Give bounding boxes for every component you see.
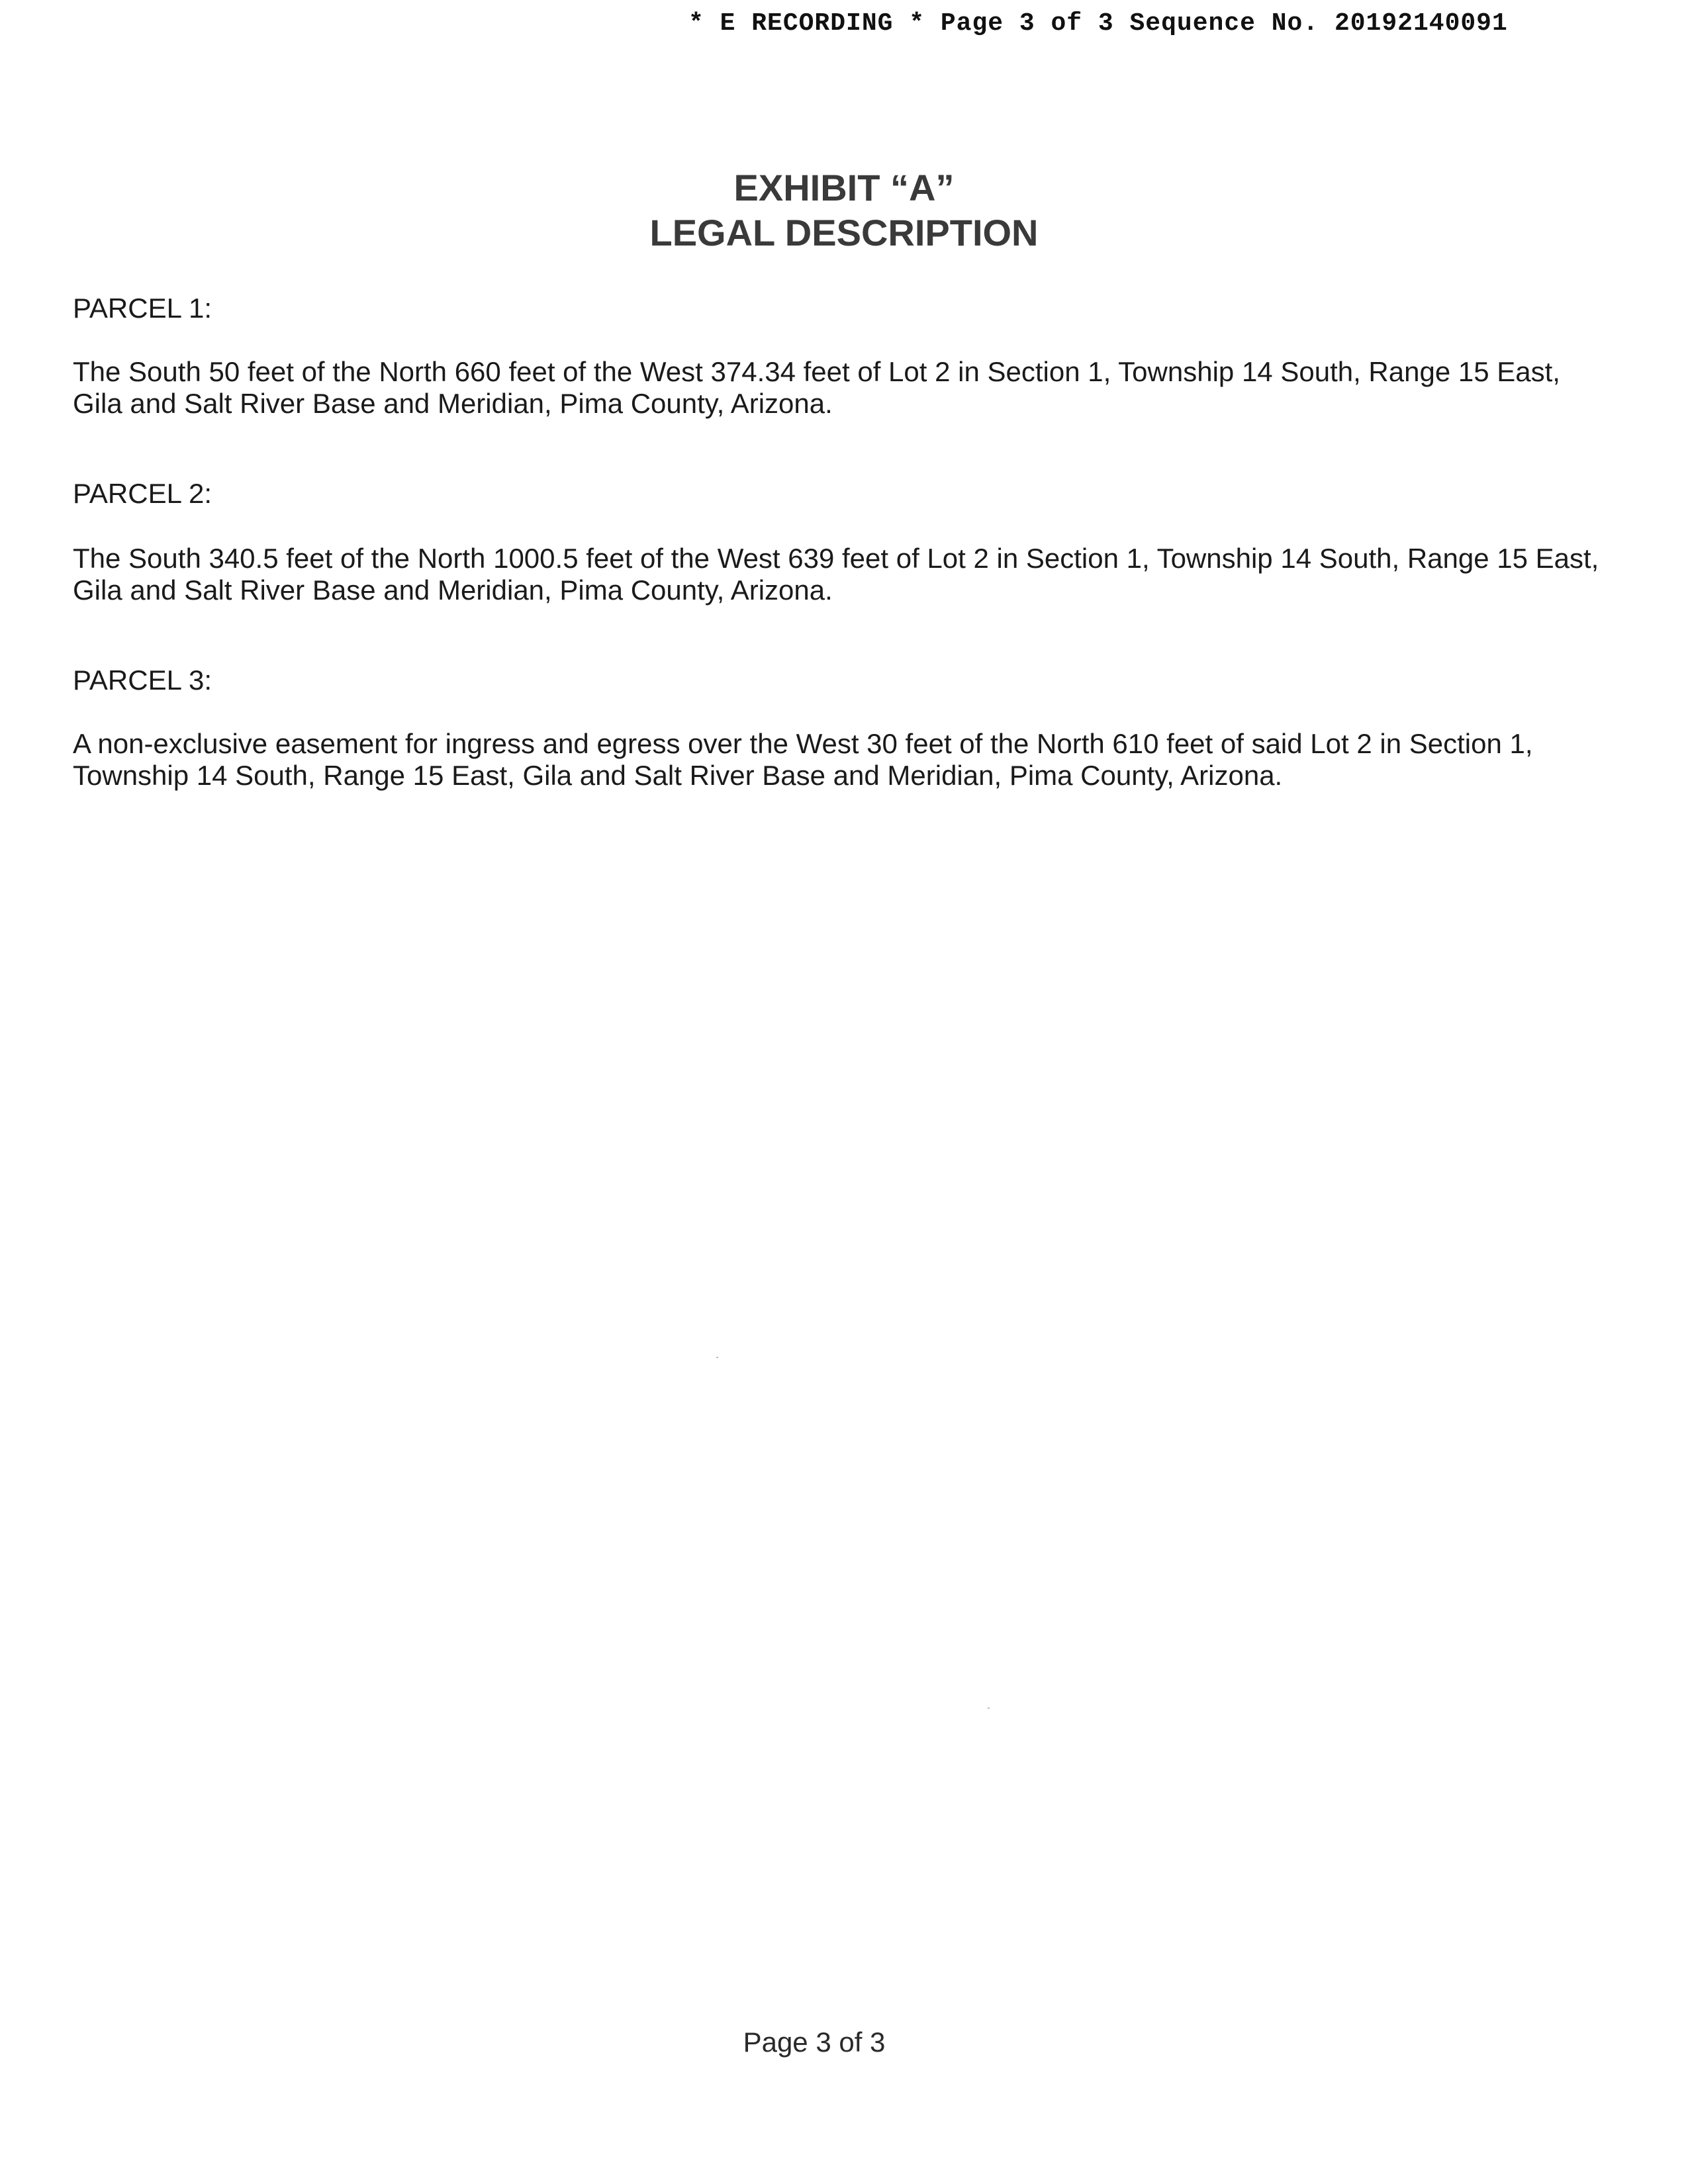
page-number-footer: Page 3 of 3 — [743, 2026, 886, 2058]
parcel-2-description: The South 340.5 feet of the North 1000.5 feet of the West 639 feet of Lot 2 in Section 1, Township 14 South, Range 15 East, Gila and Salt River Base and Meridian, Pima County, Arizona. — [73, 543, 1599, 606]
exhibit-subtitle: LEGAL DESCRIPTION — [649, 212, 1039, 253]
exhibit-title-block — [0, 165, 1688, 255]
scan-speck — [988, 1707, 990, 1709]
exhibit-title: EXHIBIT “A” — [733, 167, 955, 208]
parcel-1-heading: PARCEL 1: — [73, 293, 212, 324]
parcel-2-heading: PARCEL 2: — [73, 478, 212, 509]
parcel-3-heading: PARCEL 3: — [73, 664, 212, 696]
parcel-3-description: A non-exclusive easement for ingress and egress over the West 30 feet of the North 610 feet of said Lot 2 in Section 1, Township 14 South, Range 15 East, Gila and Salt River Base and Meridian, Pima County, Arizona. — [73, 728, 1533, 791]
scan-speck — [716, 1357, 718, 1358]
recording-header: * E RECORDING * Page 3 of 3 Sequence No. 20192140091 — [688, 9, 1508, 38]
parcel-1-description: The South 50 feet of the North 660 feet of the West 374.34 feet of Lot 2 in Section 1, Township 14 South, Range 15 East, Gila and Salt River Base and Meridian, Pima County, Arizona. — [73, 356, 1560, 419]
